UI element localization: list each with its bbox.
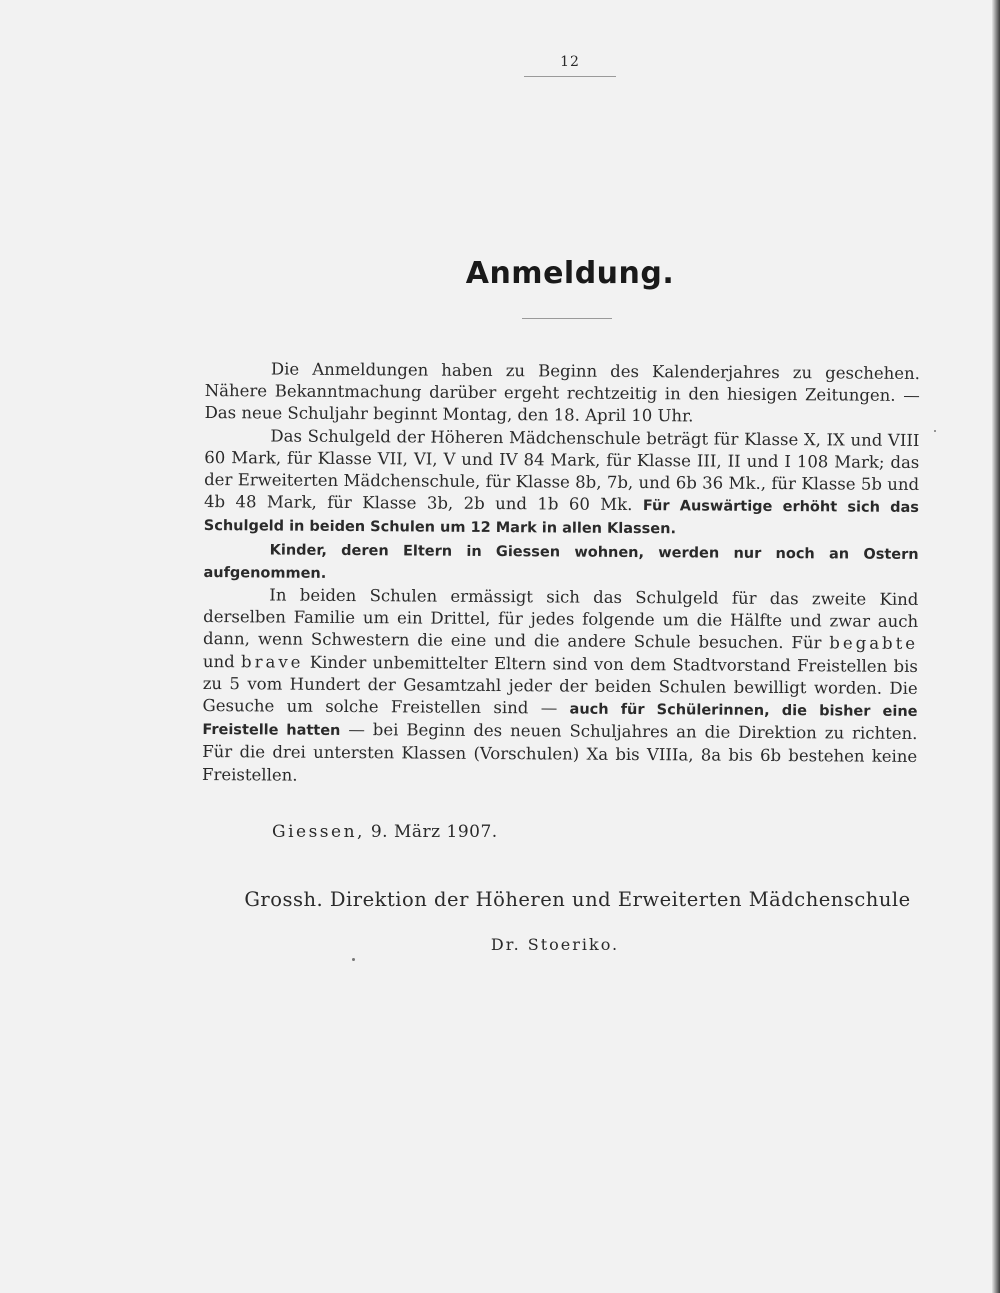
issuing-authority: Grossh. Direktion der Höheren und Erweiterten Mädchenschule bbox=[244, 888, 911, 911]
date: 9. März 1907. bbox=[370, 822, 498, 842]
paragraph-admission bbox=[203, 538, 918, 589]
page-number-rule bbox=[524, 76, 616, 77]
school-fees-surcharge: Für Auswärtige erhöht sich das Schulgeld in beiden Schulen um 12 Mark in allen Klassen. bbox=[203, 498, 920, 538]
reductions-bold-note: auch für Schülerinnen, die bisher eine Freistelle hatten bbox=[202, 701, 918, 740]
paper-speck bbox=[352, 958, 355, 961]
signature: Dr. Stoeriko. bbox=[490, 935, 620, 954]
place-date bbox=[272, 822, 498, 842]
reductions-well-behaved: brave bbox=[241, 651, 304, 672]
reductions-and: und bbox=[202, 651, 235, 671]
body-text bbox=[202, 358, 920, 791]
reductions-gifted: begabte bbox=[829, 633, 919, 654]
admission-notice: Kinder, deren Eltern in Giessen wohnen, werden nur noch an Ostern aufgenommen. bbox=[203, 542, 919, 582]
title-divider bbox=[522, 318, 612, 319]
paper-speck bbox=[934, 430, 936, 432]
paragraph-school-fees bbox=[204, 425, 920, 543]
reductions-text-c: — bei Beginn des neuen Schuljahres an die Direktion zu richten. Für die drei untersten Klassen (Vorschulen) Xa bis VIIIa, 8a bis 6b bestehen keine Freistellen. bbox=[202, 720, 918, 785]
page-title: Anmeldung. bbox=[465, 256, 675, 291]
scan-edge-shadow bbox=[992, 0, 1000, 1293]
page-number: 12 bbox=[560, 54, 580, 70]
reductions-text-a: In beiden Schulen ermässigt sich das Schulgeld für das zweite Kind derselben Familie um ein Drittel, für jedes folgende um die Hälfte und zwar auch dann, wenn Schwestern die eine und die andere Schule besuchen. Für bbox=[202, 585, 919, 653]
paragraph-registration: Die Anmeldungen haben zu Beginn des Kalenderjahres zu geschehen. Nähere Bekanntmachung darüber ergeht rechtzeitig in den hiesigen Zeitungen. — Das neue Schuljahr beginnt Montag, den 18. April 10 Uhr. bbox=[204, 359, 920, 426]
reductions-text-b: Kinder unbemittelter Eltern sind von dem Stadtvorstand Freistellen bis zu 5 vom Hundert der Gesamtzahl jeder der beiden Schulen bewilligt worden. Die Gesuche um solche Freistellen sind — bbox=[202, 652, 918, 718]
paragraph-reductions bbox=[202, 584, 918, 791]
place: Giessen, bbox=[272, 822, 365, 842]
school-fees-text: Das Schulgeld der Höheren Mädchenschule beträgt für Klasse X, IX und VIII 60 Mark, für Klasse VII, VI, V und IV 84 Mark, für Klasse III, II und I 108 Mark; das der Erweiterten Mädchenschule, für Klasse 8b, 7b, und 6b 36 Mk., für Klasse 5b und 4b 48 Mark, für Klasse 3b, 2b und 1b 60 Mk. bbox=[203, 426, 920, 515]
